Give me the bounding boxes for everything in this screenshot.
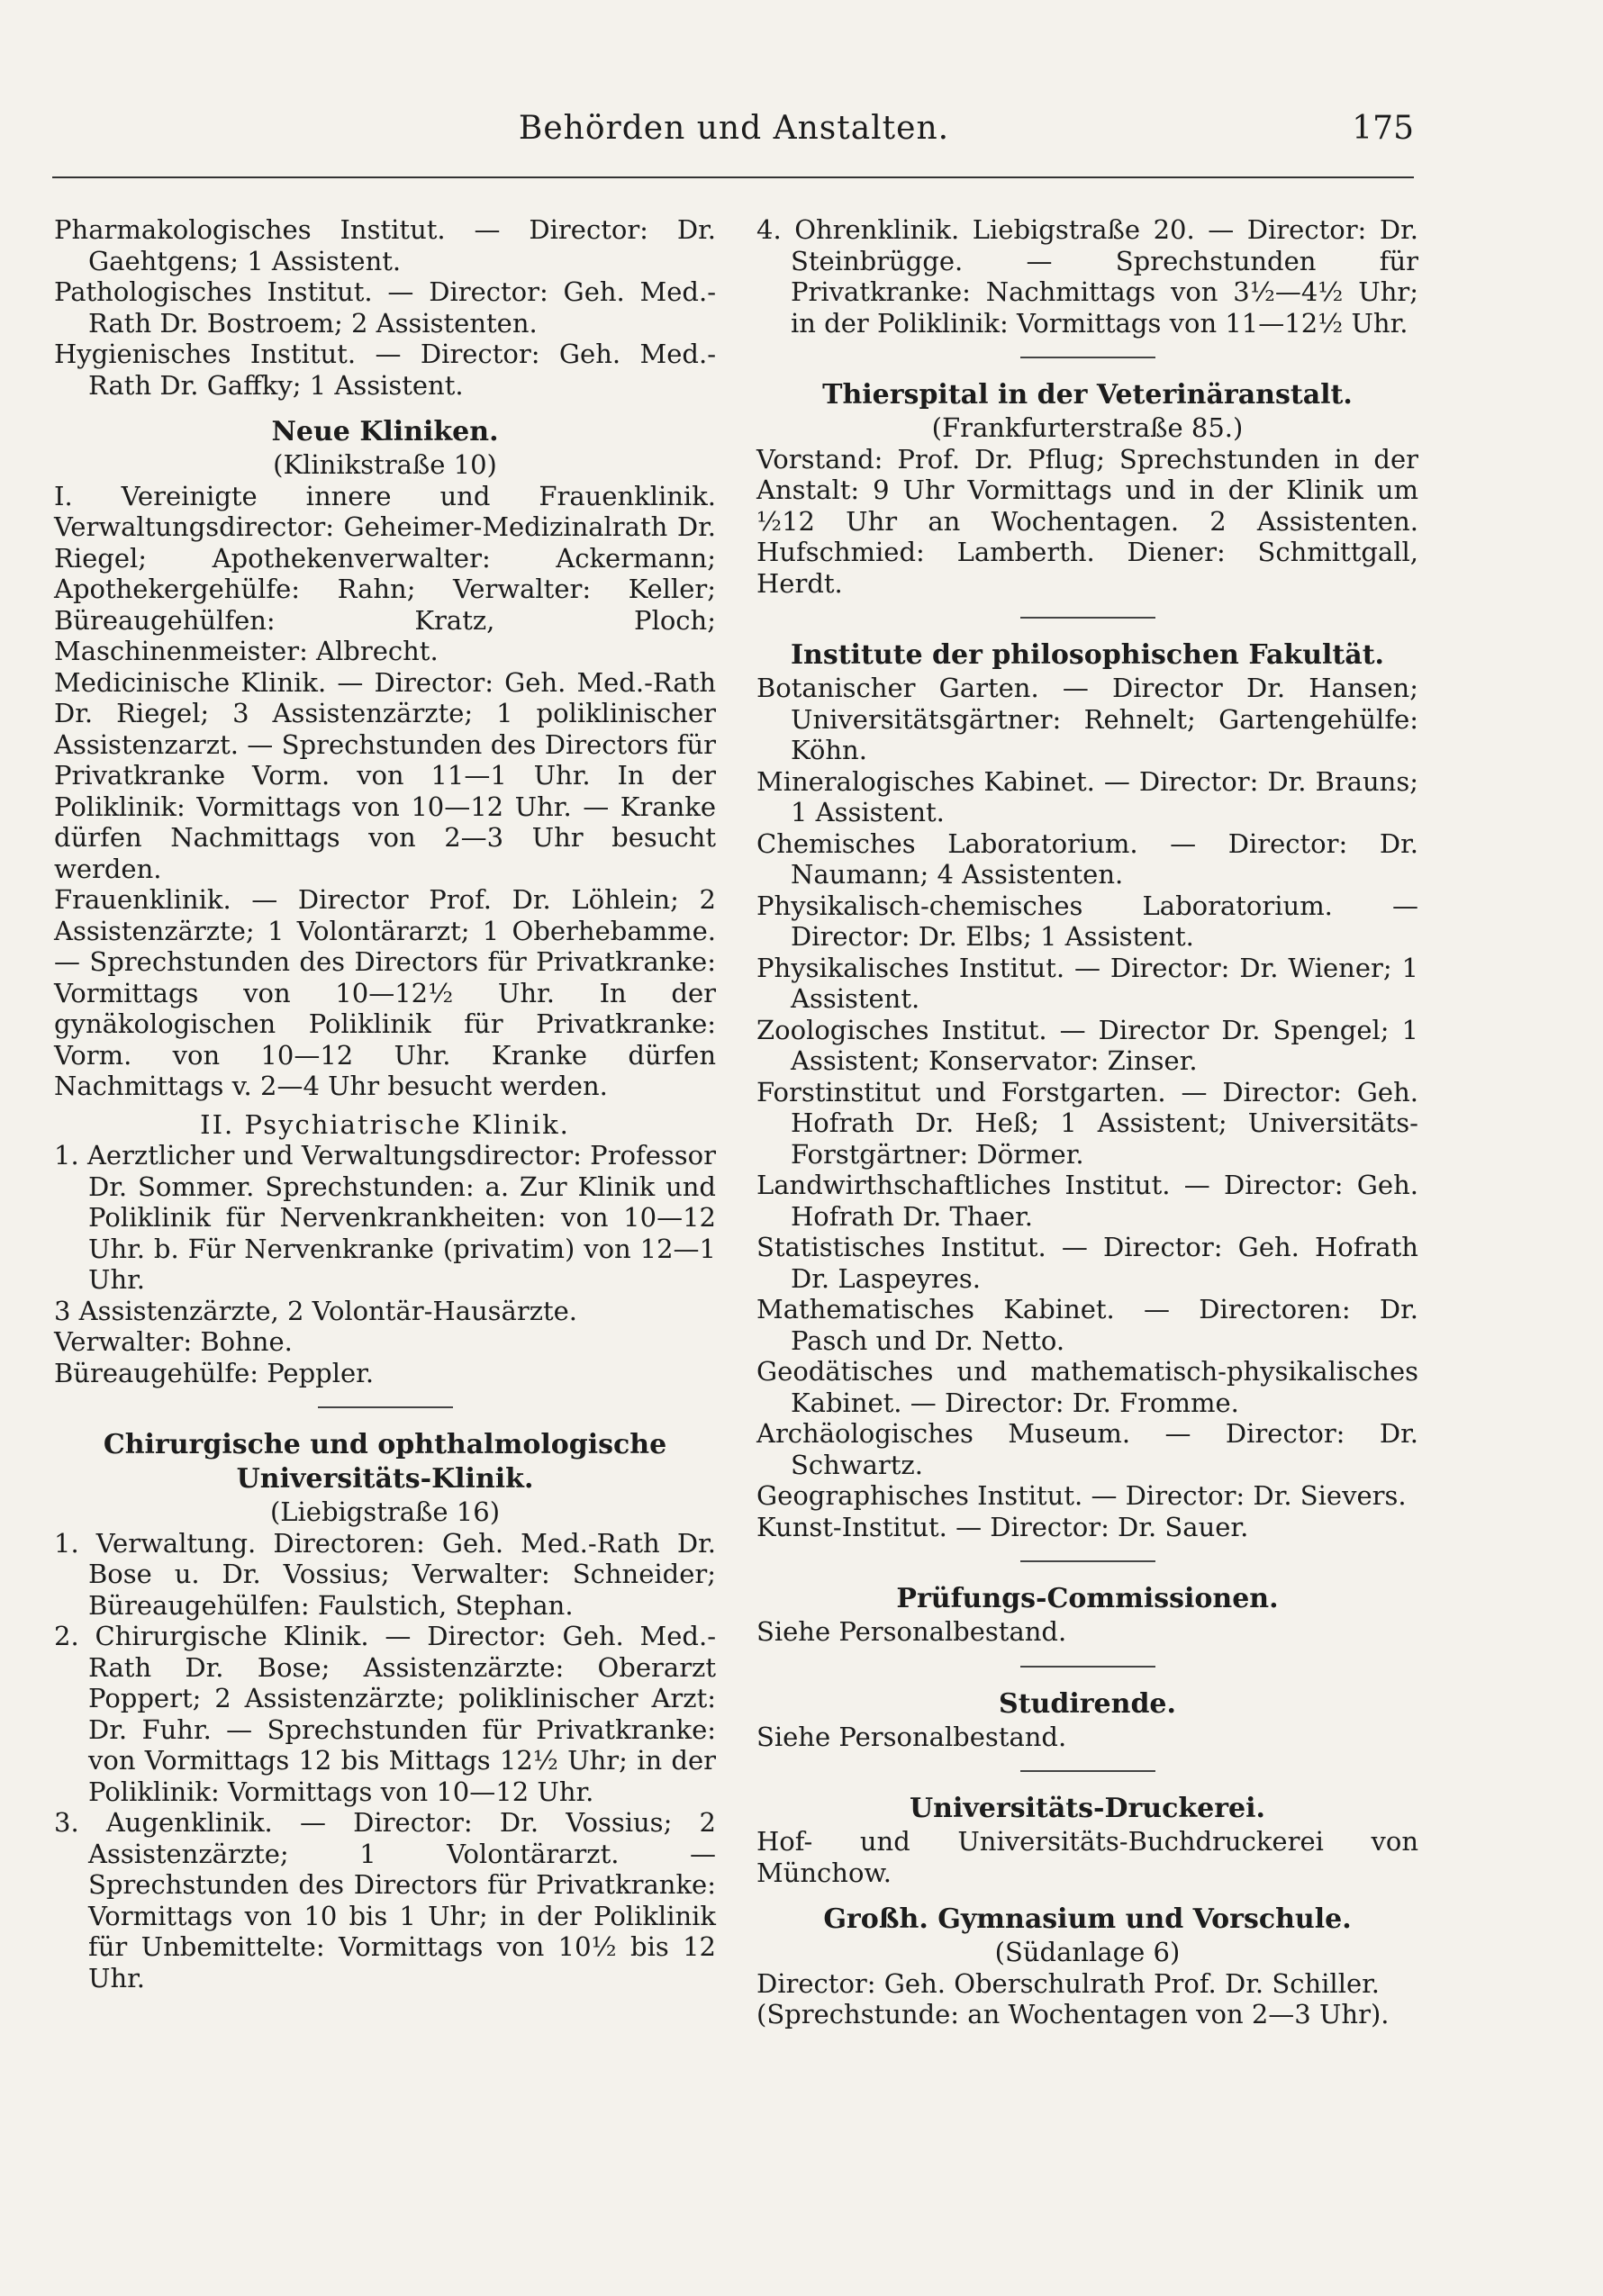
entry-verwaltung: 1. Verwaltung. Directoren: Geh. Med.-Rath Dr. Bose u. Dr. Vossius; Verwalter: Schneider; Büreaugehülfen: Faulstich, Stephan. (54, 1527, 716, 1621)
left-column (54, 214, 716, 1993)
entry-augenklinik: 3. Augenklinik. — Director: Dr. Vossius; 2 Assistenzärzte; 1 Volontärarzt. — Sprechstunden des Directors für Privatkranke: Vormittags von 10 bis 1 Uhr; in der Poliklinik für Unbemittelte: Vormittags von 10½ bis 12 Uhr. (54, 1807, 716, 1993)
entry-gymnasium-sprechstunde: (Sprechstunde: an Wochentagen von 2—3 Uhr). (756, 1999, 1390, 2029)
entry-psych-bureau: Büreaugehülfe: Peppler. (54, 1357, 375, 1388)
entry-geodaetisches-kabinet: Geodätisches und mathematisch-physikalisches Kabinet. — Director: Dr. Fromme. (756, 1356, 1418, 1418)
entry-psych-verwalter: Verwalter: Bohne. (54, 1326, 293, 1357)
heading-pruefungs-commissionen: Prüfungs-Commissionen. (896, 1583, 1279, 1614)
address-neue-kliniken: (Klinikstraße 10) (273, 449, 497, 480)
entry-archaeologisches-museum: Archäologisches Museum. — Director: Dr. Schwartz. (756, 1418, 1418, 1480)
entry-mineralogisches-kabinet: Mineralogisches Kabinet. — Director: Dr. Brauns; 1 Assistent. (756, 765, 1418, 827)
heading-gymnasium: Großh. Gymnasium und Vorschule. (823, 1903, 1352, 1935)
entry-pruefungs-commissionen: Siehe Personalbestand. (756, 1616, 1067, 1647)
entry-statistisches-institut: Statistisches Institut. — Director: Geh. Hofrath Dr. Laspeyres. (756, 1232, 1418, 1294)
entry-pathologie: Pathologisches Institut. — Director: Geh. Med.-Rath Dr. Bostroem; 2 Assistenten. (54, 276, 716, 339)
heading-studirende: Studirende. (999, 1687, 1176, 1720)
heading-neue-kliniken: Neue Kliniken. (271, 416, 499, 447)
entry-thierspital: Vorstand: Prof. Dr. Pflug; Sprechstunden in der Anstalt: 9 Uhr Vormittags und in der Klinik um ½12 Uhr an Wochentagen. 2 Assistenten. Hufschmied: Lamberth. Diener: Schmittgall, Herdt. (756, 443, 1418, 599)
entry-frauenklinik: Frauenklinik. — Director Prof. Dr. Löhlein; 2 Assistenzärzte; 1 Volontärarzt; 1 Oberhebamme. — Sprechstunden des Directors für Privatkranke: Vormittags von 10—12½ Uhr. In der gynäkologischen Poliklinik für Privatkranke: Vorm. von 10—12 Uhr. Kranke dürfen Nachmittags v. 2—4 Uhr besucht werden. (54, 884, 716, 1101)
entry-landwirthschaftliches-institut: Landwirthschaftliches Institut. — Director: Geh. Hofrath Dr. Thaer. (756, 1170, 1418, 1232)
heading-druckerei: Universitäts-Druckerei. (910, 1793, 1265, 1824)
section-divider (1020, 617, 1155, 619)
entry-forstinstitut: Forstinstitut und Forstgarten. — Director: Geh. Hofrath Dr. Heß; 1 Assistent; Universitäts-Forstgärtner: Dörmer. (756, 1076, 1418, 1170)
entry-chirurgische-klinik: 2. Chirurgische Klinik. — Director: Geh. Med.-Rath Dr. Bose; Assistenzärzte: Oberarzt Poppert; 2 Assistenzärzte; poliklinischer Arzt: Dr. Fuhr. — Sprechstunden für Privatkranke: von Vormittags 12 bis Mittags 12½ Uhr; in der Poliklinik: Vormittags von 10—12 Uhr. (54, 1621, 716, 1807)
entry-psych-director: 1. Aerztlicher und Verwaltungsdirector: Professor Dr. Sommer. Sprechstunden: a. Zur Klinik und Poliklinik für Nervenkrankheiten: von 10—12 Uhr. b. Für Nervenkranke (privatim) von 12—1 Uhr. (54, 1140, 716, 1295)
running-head (54, 110, 1414, 164)
entry-chemisches-laboratorium: Chemisches Laboratorium. — Director: Dr. Naumann; 4 Assistenten. (756, 827, 1418, 890)
entry-vereinigte-klinik: I. Vereinigte innere und Frauenklinik. Verwaltungsdirector: Geheimer-Medizinalrath Dr. Riegel; Apothekenverwalter: Ackermann; Apothekergehülfe: Rahn; Verwalter: Keller; Büreaugehülfen: Kratz, Ploch; Maschinenmeister: Albrecht. (54, 480, 716, 666)
entry-mathematisches-kabinet: Mathematisches Kabinet. — Directoren: Dr. Pasch und Dr. Netto. (756, 1294, 1418, 1356)
section-divider (1020, 357, 1155, 358)
heading-philosophische-fakultaet: Institute der philosophischen Fakultät. (790, 639, 1385, 671)
section-divider (1020, 1560, 1155, 1562)
section-divider (1020, 1770, 1155, 1772)
entry-gymnasium-director: Director: Geh. Oberschulrath Prof. Dr. Schiller. (756, 1967, 1381, 1999)
heading-chirurgische-klinik: Chirurgische und ophthalmologische (103, 1429, 667, 1460)
running-title: Behörden und Anstalten. (518, 110, 950, 147)
entry-kunst-institut: Kunst-Institut. — Director: Dr. Sauer. (756, 1511, 1249, 1542)
entry-druckerei: Hof- und Universitäts-Buchdruckerei von Münchow. (756, 1826, 1418, 1888)
heading-universitaets-klinik: Universitäts-Klinik. (236, 1463, 534, 1495)
entry-zoologisches-institut: Zoologisches Institut. — Director Dr. Spengel; 1 Assistent; Konservator: Zinser. (756, 1014, 1418, 1076)
heading-psychiatrische-klinik: II. Psychiatrische Klinik. (200, 1108, 570, 1140)
entry-physikalisches-institut: Physikalisches Institut. — Director: Dr. Wiener; 1 Assistent. (756, 952, 1418, 1014)
entry-studirende: Siehe Personalbestand. (756, 1721, 1067, 1752)
heading-thierspital: Thierspital in der Veterinäranstalt. (822, 379, 1353, 411)
entry-medicinische-klinik: Medicinische Klinik. — Director: Geh. Med.-Rath Dr. Riegel; 3 Assistenzärzte; 1 poliklinischer Assistenzarzt. — Sprechstunden des Directors für Privatkranke Vorm. von 11—1 Uhr. In der Poliklinik: Vormittags von 10—12 Uhr. — Kranke dürfen Nachmittags von 2—3 Uhr besucht werden. (54, 666, 716, 884)
entry-ohrenklinik: 4. Ohrenklinik. Liebigstraße 20. — Director: Dr. Steinbrügge. — Sprechstunden für Privatkranke: Nachmittags von 3½—4½ Uhr; in der Poliklinik: Vormittags von 11—12½ Uhr. (756, 214, 1418, 339)
address-thierspital: (Frankfurterstraße 85.) (931, 412, 1244, 443)
entry-pharmakologie: Pharmakologisches Institut. — Director: Dr. Gaehtgens; 1 Assistent. (54, 214, 716, 276)
section-divider (318, 1406, 453, 1408)
entry-geographisches-institut: Geographisches Institut. — Director: Dr. Sievers. (756, 1480, 1407, 1511)
address-gymnasium: (Südanlage 6) (994, 1937, 1181, 1967)
page-number: 175 (1352, 110, 1414, 147)
address-chirurgische-klinik: (Liebigstraße 16) (269, 1496, 501, 1527)
entry-psych-assistenten: 3 Assistenzärzte, 2 Volontär-Hausärzte. (54, 1295, 578, 1326)
entry-hygiene: Hygienisches Institut. — Director: Geh. Med.-Rath Dr. Gaffky; 1 Assistent. (54, 339, 716, 401)
entry-botanischer-garten: Botanischer Garten. — Director Dr. Hansen; Universitätsgärtner: Rehnelt; Gartengehülfe: Köhn. (756, 673, 1418, 765)
header-rule (52, 176, 1414, 178)
section-divider (1020, 1666, 1155, 1668)
right-column (756, 214, 1418, 2030)
entry-physikalisch-chemisches-laboratorium: Physikalisch-chemisches Laboratorium. — Director: Dr. Elbs; 1 Assistent. (756, 890, 1418, 952)
